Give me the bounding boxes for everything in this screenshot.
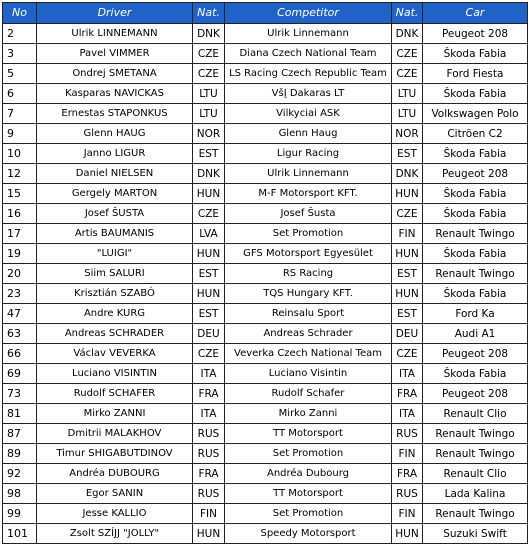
cell-driver: Kasparas NAVICKAS bbox=[37, 84, 193, 104]
table-row bbox=[3, 144, 528, 164]
cell-competitor-nat: ITA bbox=[392, 404, 423, 424]
cell-competitor-nat: HUN bbox=[392, 184, 423, 204]
cell-car: Peugeot 208 bbox=[423, 344, 528, 364]
cell-driver: Andréa DUBOURG bbox=[37, 464, 193, 484]
cell-driver: Ondrej SMETANA bbox=[37, 64, 193, 84]
cell-driver-nat: CZE bbox=[193, 64, 225, 84]
header-no: No bbox=[3, 3, 37, 24]
table-row bbox=[3, 424, 528, 444]
cell-competitor-nat: FIN bbox=[392, 444, 423, 464]
cell-driver-nat: DNK bbox=[193, 24, 225, 44]
cell-car: Škoda Fabia bbox=[423, 244, 528, 264]
cell-competitor-nat: DNK bbox=[392, 24, 423, 44]
cell-driver: "LUIGI" bbox=[37, 244, 193, 264]
cell-competitor-nat: LTU bbox=[392, 104, 423, 124]
cell-competitor: Reinsalu Sport bbox=[225, 304, 392, 324]
cell-competitor: Mirko Zanni bbox=[225, 404, 392, 424]
cell-competitor: TT Motorsport bbox=[225, 484, 392, 504]
cell-car: Renault Clio bbox=[423, 464, 528, 484]
cell-competitor: Andreas Schrader bbox=[225, 324, 392, 344]
cell-competitor-nat: CZE bbox=[392, 344, 423, 364]
cell-car: Ford Fiesta bbox=[423, 64, 528, 84]
cell-competitor: Ligur Racing bbox=[225, 144, 392, 164]
cell-driver-nat: FIN bbox=[193, 504, 225, 524]
table-row bbox=[3, 84, 528, 104]
cell-no: 89 bbox=[3, 444, 37, 464]
cell-competitor-nat: FRA bbox=[392, 384, 423, 404]
cell-driver-nat: NOR bbox=[193, 124, 225, 144]
cell-driver-nat: EST bbox=[193, 304, 225, 324]
cell-driver-nat: FRA bbox=[193, 464, 225, 484]
cell-driver-nat: CZE bbox=[193, 204, 225, 224]
table-row bbox=[3, 264, 528, 284]
cell-car: Renault Twingo bbox=[423, 264, 528, 284]
cell-no: 99 bbox=[3, 504, 37, 524]
cell-competitor-nat: EST bbox=[392, 304, 423, 324]
table-row bbox=[3, 64, 528, 84]
table-row bbox=[3, 404, 528, 424]
cell-no: 7 bbox=[3, 104, 37, 124]
cell-driver: Luciano VISINTIN bbox=[37, 364, 193, 384]
cell-driver: Andreas SCHRADER bbox=[37, 324, 193, 344]
cell-driver-nat: LTU bbox=[193, 104, 225, 124]
header-competitor: Competitor bbox=[225, 3, 392, 24]
cell-driver-nat: HUN bbox=[193, 284, 225, 304]
table-row bbox=[3, 304, 528, 324]
cell-driver: Mirko ZANNI bbox=[37, 404, 193, 424]
table-row bbox=[3, 444, 528, 464]
cell-no: 23 bbox=[3, 284, 37, 304]
cell-car: Renault Twingo bbox=[423, 224, 528, 244]
cell-driver: Daniel NIELSEN bbox=[37, 164, 193, 184]
cell-competitor: Veverka Czech National Team bbox=[225, 344, 392, 364]
cell-competitor-nat: FIN bbox=[392, 224, 423, 244]
cell-car: Renault Clio bbox=[423, 404, 528, 424]
cell-competitor-nat: FRA bbox=[392, 464, 423, 484]
cell-driver: Janno LIGUR bbox=[37, 144, 193, 164]
cell-car: Škoda Fabia bbox=[423, 44, 528, 64]
table-row bbox=[3, 524, 528, 544]
table-row bbox=[3, 504, 528, 524]
cell-competitor-nat: EST bbox=[392, 144, 423, 164]
cell-driver: Andre KURG bbox=[37, 304, 193, 324]
cell-driver-nat: HUN bbox=[193, 184, 225, 204]
cell-no: 6 bbox=[3, 84, 37, 104]
cell-car: Renault Twingo bbox=[423, 504, 528, 524]
cell-driver-nat: RUS bbox=[193, 444, 225, 464]
cell-car: Škoda Fabia bbox=[423, 364, 528, 384]
cell-no: 17 bbox=[3, 224, 37, 244]
cell-driver-nat: EST bbox=[193, 144, 225, 164]
cell-competitor: TQS Hungary KFT. bbox=[225, 284, 392, 304]
cell-driver: Rudolf SCHAFER bbox=[37, 384, 193, 404]
cell-no: 10 bbox=[3, 144, 37, 164]
cell-no: 101 bbox=[3, 524, 37, 544]
cell-competitor-nat: RUS bbox=[392, 484, 423, 504]
cell-competitor: Andréa Dubourg bbox=[225, 464, 392, 484]
cell-car: Peugeot 208 bbox=[423, 24, 528, 44]
cell-competitor-nat: NOR bbox=[392, 124, 423, 144]
cell-competitor: VšĮ Dakaras LT bbox=[225, 84, 392, 104]
cell-car: Škoda Fabia bbox=[423, 144, 528, 164]
cell-no: 12 bbox=[3, 164, 37, 184]
cell-competitor: Diana Czech National Team bbox=[225, 44, 392, 64]
cell-car: Citröen C2 bbox=[423, 124, 528, 144]
table-row bbox=[3, 164, 528, 184]
table-row bbox=[3, 24, 528, 44]
cell-driver-nat: HUN bbox=[193, 524, 225, 544]
cell-driver-nat: LTU bbox=[193, 84, 225, 104]
cell-no: 9 bbox=[3, 124, 37, 144]
cell-competitor: Vilkyciai ASK bbox=[225, 104, 392, 124]
cell-driver-nat: ITA bbox=[193, 404, 225, 424]
cell-driver: Jesse KALLIO bbox=[37, 504, 193, 524]
cell-car: Peugeot 208 bbox=[423, 384, 528, 404]
cell-driver: Timur SHIGABUTDINOV bbox=[37, 444, 193, 464]
cell-car: Škoda Fabia bbox=[423, 284, 528, 304]
cell-competitor: GFS Motorsport Egyesület bbox=[225, 244, 392, 264]
cell-car: Volkswagen Polo bbox=[423, 104, 528, 124]
cell-competitor: Ulrik Linnemann bbox=[225, 24, 392, 44]
cell-competitor: RS Racing bbox=[225, 264, 392, 284]
table-row bbox=[3, 284, 528, 304]
cell-car: Škoda Fabia bbox=[423, 204, 528, 224]
table-row bbox=[3, 484, 528, 504]
cell-no: 19 bbox=[3, 244, 37, 264]
cell-driver: Artis BAUMANIS bbox=[37, 224, 193, 244]
cell-driver: Dmitrii MALAKHOV bbox=[37, 424, 193, 444]
cell-driver: Ernestas STAPONKUS bbox=[37, 104, 193, 124]
cell-driver: Pavel VIMMER bbox=[37, 44, 193, 64]
cell-driver: Glenn HAUG bbox=[37, 124, 193, 144]
header-driver: Driver bbox=[37, 3, 193, 24]
header-driver-nat: Nat. bbox=[193, 3, 225, 24]
cell-car: Peugeot 208 bbox=[423, 164, 528, 184]
cell-driver: Krisztián SZABÓ bbox=[37, 284, 193, 304]
cell-driver-nat: RUS bbox=[193, 424, 225, 444]
cell-driver-nat: RUS bbox=[193, 484, 225, 504]
cell-competitor: TT Motorsport bbox=[225, 424, 392, 444]
cell-competitor: LS Racing Czech Republic Team bbox=[225, 64, 392, 84]
table-row bbox=[3, 464, 528, 484]
cell-driver: Zsolt SZÍJJ "JOLLY" bbox=[37, 524, 193, 544]
cell-driver-nat: DNK bbox=[193, 164, 225, 184]
cell-no: 92 bbox=[3, 464, 37, 484]
cell-driver: Gergely MARTON bbox=[37, 184, 193, 204]
cell-competitor-nat: HUN bbox=[392, 284, 423, 304]
cell-car: Renault Twingo bbox=[423, 424, 528, 444]
cell-car: Lada Kalina bbox=[423, 484, 528, 504]
table-header bbox=[3, 3, 528, 24]
cell-competitor-nat: CZE bbox=[392, 204, 423, 224]
cell-no: 63 bbox=[3, 324, 37, 344]
cell-driver-nat: CZE bbox=[193, 44, 225, 64]
cell-competitor-nat: HUN bbox=[392, 524, 423, 544]
cell-competitor: Rudolf Schafer bbox=[225, 384, 392, 404]
cell-no: 81 bbox=[3, 404, 37, 424]
cell-no: 73 bbox=[3, 384, 37, 404]
table-row bbox=[3, 184, 528, 204]
cell-driver-nat: FRA bbox=[193, 384, 225, 404]
cell-no: 5 bbox=[3, 64, 37, 84]
cell-competitor: Luciano Visintin bbox=[225, 364, 392, 384]
table-row bbox=[3, 364, 528, 384]
cell-competitor: Set Promotion bbox=[225, 224, 392, 244]
table-row bbox=[3, 244, 528, 264]
cell-competitor-nat: HUN bbox=[392, 244, 423, 264]
table-row bbox=[3, 384, 528, 404]
cell-car: Škoda Fabia bbox=[423, 184, 528, 204]
cell-car: Renault Twingo bbox=[423, 444, 528, 464]
cell-driver-nat: EST bbox=[193, 264, 225, 284]
entry-list-table bbox=[2, 2, 528, 544]
cell-no: 2 bbox=[3, 24, 37, 44]
cell-driver: Václav VEVERKA bbox=[37, 344, 193, 364]
header-row bbox=[3, 3, 528, 24]
cell-no: 47 bbox=[3, 304, 37, 324]
cell-no: 87 bbox=[3, 424, 37, 444]
cell-no: 3 bbox=[3, 44, 37, 64]
cell-competitor-nat: FIN bbox=[392, 504, 423, 524]
cell-competitor-nat: RUS bbox=[392, 424, 423, 444]
cell-competitor-nat: DNK bbox=[392, 164, 423, 184]
table-row bbox=[3, 324, 528, 344]
table-row bbox=[3, 344, 528, 364]
table-row bbox=[3, 104, 528, 124]
table-row bbox=[3, 204, 528, 224]
table-row bbox=[3, 224, 528, 244]
cell-competitor: Speedy Motorsport bbox=[225, 524, 392, 544]
cell-no: 20 bbox=[3, 264, 37, 284]
cell-no: 15 bbox=[3, 184, 37, 204]
cell-driver-nat: HUN bbox=[193, 244, 225, 264]
cell-competitor-nat: DEU bbox=[392, 324, 423, 344]
cell-no: 69 bbox=[3, 364, 37, 384]
cell-no: 98 bbox=[3, 484, 37, 504]
cell-driver-nat: ITA bbox=[193, 364, 225, 384]
cell-driver-nat: CZE bbox=[193, 344, 225, 364]
table-row bbox=[3, 44, 528, 64]
cell-driver: Ulrik LINNEMANN bbox=[37, 24, 193, 44]
table-body bbox=[3, 24, 528, 544]
cell-driver-nat: LVA bbox=[193, 224, 225, 244]
table-row bbox=[3, 124, 528, 144]
cell-competitor-nat: CZE bbox=[392, 64, 423, 84]
cell-no: 16 bbox=[3, 204, 37, 224]
cell-car: Suzuki Swift bbox=[423, 524, 528, 544]
cell-competitor: M-F Motorsport KFT. bbox=[225, 184, 392, 204]
header-competitor-nat: Nat. bbox=[392, 3, 423, 24]
cell-competitor: Josef Šusta bbox=[225, 204, 392, 224]
cell-car: Ford Ka bbox=[423, 304, 528, 324]
cell-driver: Egor SANIN bbox=[37, 484, 193, 504]
cell-car: Audi A1 bbox=[423, 324, 528, 344]
cell-driver-nat: DEU bbox=[193, 324, 225, 344]
cell-competitor: Set Promotion bbox=[225, 444, 392, 464]
cell-driver: Josef ŠUSTA bbox=[37, 204, 193, 224]
header-car: Car bbox=[423, 3, 528, 24]
cell-driver: Siim SALURI bbox=[37, 264, 193, 284]
cell-competitor: Ulrik Linnemann bbox=[225, 164, 392, 184]
cell-competitor-nat: EST bbox=[392, 264, 423, 284]
cell-competitor-nat: LTU bbox=[392, 84, 423, 104]
cell-competitor: Glenn Haug bbox=[225, 124, 392, 144]
cell-no: 66 bbox=[3, 344, 37, 364]
cell-competitor: Set Promotion bbox=[225, 504, 392, 524]
cell-competitor-nat: CZE bbox=[392, 44, 423, 64]
cell-car: Škoda Fabia bbox=[423, 84, 528, 104]
cell-competitor-nat: ITA bbox=[392, 364, 423, 384]
